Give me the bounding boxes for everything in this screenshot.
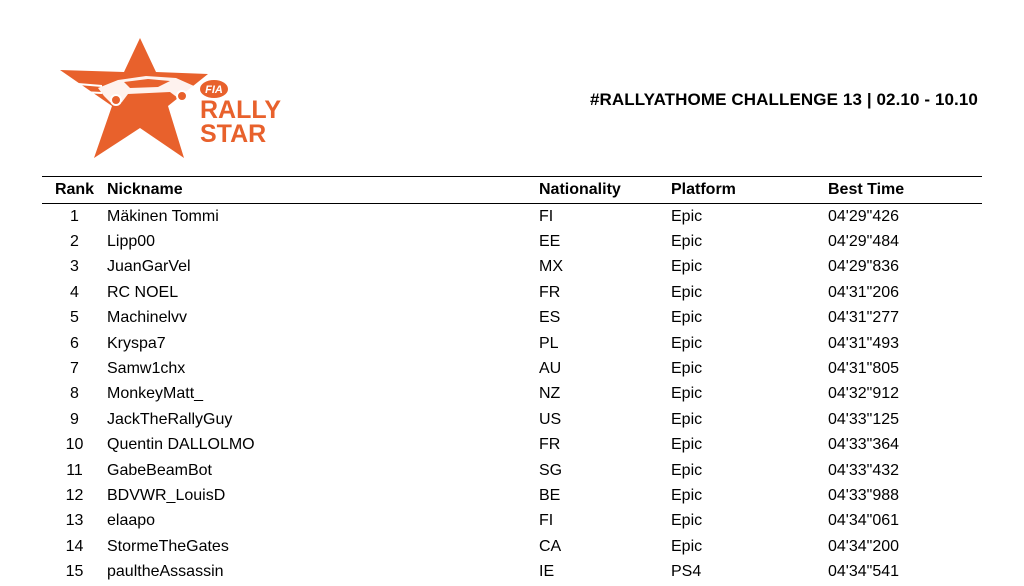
cell-nickname: Samw1chx <box>107 360 186 378</box>
cell-nationality: EE <box>539 233 561 251</box>
star-car-icon <box>58 36 318 164</box>
table-row <box>42 306 982 331</box>
cell-platform: Epic <box>671 410 703 428</box>
cell-rank: 3 <box>70 258 79 276</box>
cell-best-time: 04'33"988 <box>828 486 900 504</box>
cell-platform: Epic <box>671 207 703 225</box>
cell-nationality: IE <box>539 563 555 581</box>
cell-platform: Epic <box>671 385 703 403</box>
cell-rank: 13 <box>65 512 84 530</box>
cell-rank: 2 <box>70 233 79 251</box>
cell-rank: 6 <box>70 334 79 352</box>
table-row <box>42 483 982 508</box>
cell-best-time: 04'29"426 <box>828 207 900 225</box>
cell-rank: 15 <box>65 563 84 581</box>
cell-nickname: RC NOEL <box>107 283 179 301</box>
page-title: #RALLYATHOME CHALLENGE 13 | 02.10 - 10.10 <box>589 90 978 109</box>
table-row <box>42 204 982 230</box>
cell-nationality: NZ <box>539 385 561 403</box>
table-row <box>42 433 982 458</box>
cell-nickname: Mäkinen Tommi <box>107 207 219 225</box>
fia-badge-text: FIA <box>205 84 223 96</box>
rally-star-logo <box>58 36 318 164</box>
cell-best-time: 04'33"364 <box>828 436 900 454</box>
cell-platform: Epic <box>671 283 703 301</box>
table-header-row <box>42 177 982 204</box>
cell-platform: Epic <box>671 436 703 454</box>
cell-rank: 7 <box>70 360 79 378</box>
cell-platform: Epic <box>671 233 703 251</box>
cell-nationality: SG <box>539 461 563 479</box>
cell-nationality: MX <box>539 258 563 276</box>
table-row <box>42 509 982 534</box>
column-header-nationality: Nationality <box>539 177 671 204</box>
cell-best-time: 04'33"125 <box>828 410 900 428</box>
results-table <box>42 176 982 585</box>
cell-nationality: FI <box>539 512 554 530</box>
cell-nationality: BE <box>539 486 561 504</box>
cell-nickname: Lipp00 <box>107 233 156 251</box>
cell-platform: Epic <box>671 486 703 504</box>
cell-rank: 11 <box>66 461 83 479</box>
cell-nickname: elaapo <box>107 512 156 530</box>
cell-nickname: Quentin DALLOLMO <box>107 436 255 454</box>
cell-nickname: JackTheRallyGuy <box>107 410 233 428</box>
cell-nickname: paultheAssassin <box>107 563 224 581</box>
table-row <box>42 255 982 280</box>
cell-best-time: 04'29"484 <box>828 233 900 251</box>
table-row <box>42 559 982 584</box>
table-row <box>42 458 982 483</box>
column-header-platform: Platform <box>671 177 828 204</box>
cell-nickname: StormeTheGates <box>107 537 229 555</box>
cell-rank: 8 <box>70 385 79 403</box>
cell-best-time: 04'31"493 <box>828 334 900 352</box>
table-row <box>42 407 982 432</box>
table-row <box>42 280 982 305</box>
cell-nickname: BDVWR_LouisD <box>107 486 226 504</box>
cell-nickname: Machinelvv <box>107 309 188 327</box>
cell-best-time: 04'31"277 <box>828 309 900 327</box>
cell-platform: Epic <box>671 537 703 555</box>
cell-rank: 4 <box>70 283 79 301</box>
cell-rank: 9 <box>70 410 79 428</box>
logo-word-rally: RALLY <box>200 96 282 124</box>
column-header-best-time: Best Time <box>828 177 982 204</box>
cell-rank: 10 <box>65 436 84 454</box>
cell-best-time: 04'34"541 <box>828 563 900 581</box>
table-row <box>42 229 982 254</box>
cell-nickname: Kryspa7 <box>107 334 166 352</box>
cell-platform: Epic <box>671 461 703 479</box>
cell-best-time: 04'31"206 <box>828 283 900 301</box>
cell-nationality: PL <box>539 334 559 352</box>
cell-nationality: ES <box>539 309 561 327</box>
cell-best-time: 04'29"836 <box>828 258 900 276</box>
cell-best-time: 04'32"912 <box>828 385 900 403</box>
cell-nationality: FI <box>539 207 554 225</box>
cell-platform: Epic <box>671 334 703 352</box>
cell-best-time: 04'34"200 <box>828 537 900 555</box>
cell-nickname: JuanGarVel <box>107 258 191 276</box>
table-row <box>42 331 982 356</box>
cell-nationality: US <box>539 410 562 428</box>
column-header-nickname: Nickname <box>107 177 539 204</box>
cell-best-time: 04'31"805 <box>828 360 900 378</box>
cell-rank: 5 <box>70 309 79 327</box>
table-row <box>42 356 982 381</box>
column-header-rank: Rank <box>42 177 107 204</box>
cell-nickname: GabeBeamBot <box>107 461 212 479</box>
cell-best-time: 04'34"061 <box>828 512 900 530</box>
cell-rank: 14 <box>65 537 84 555</box>
cell-platform: Epic <box>671 360 703 378</box>
cell-nickname: MonkeyMatt_ <box>107 385 204 403</box>
cell-platform: Epic <box>671 309 703 327</box>
logo-word-star: STAR <box>200 120 267 148</box>
cell-platform: Epic <box>671 512 703 530</box>
cell-best-time: 04'33"432 <box>828 461 900 479</box>
cell-nationality: FR <box>539 436 561 454</box>
cell-nationality: FR <box>539 283 561 301</box>
cell-nationality: CA <box>539 537 562 555</box>
cell-platform: PS4 <box>671 563 702 581</box>
table-row <box>42 534 982 559</box>
cell-nationality: AU <box>539 360 562 378</box>
cell-rank: 12 <box>65 486 84 504</box>
cell-platform: Epic <box>671 258 703 276</box>
cell-rank: 1 <box>70 207 79 225</box>
table-row <box>42 382 982 407</box>
